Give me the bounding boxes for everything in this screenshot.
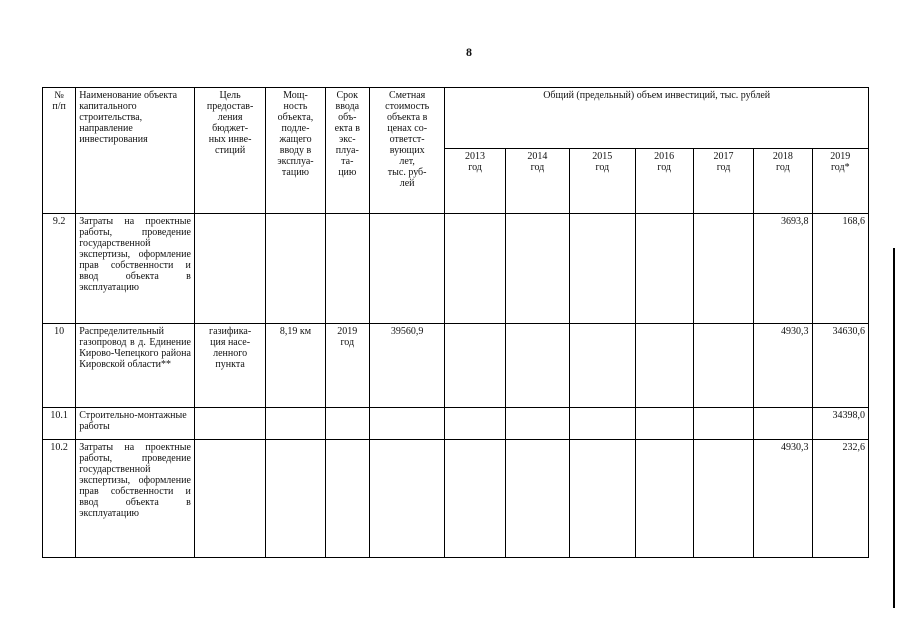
- row-name: Распределительный газопровод в д. Единение Кирово-Чепецкого района Кировской области**: [76, 324, 195, 408]
- row-value-2013: [445, 440, 505, 558]
- row-value-2016: [635, 408, 693, 440]
- row-value-2017: [693, 440, 753, 558]
- year-header-2019: 2019 год*: [812, 149, 868, 214]
- row-purpose: [194, 408, 265, 440]
- table-row: [43, 408, 869, 440]
- row-value-2015: [570, 214, 635, 324]
- row-purpose: газифика- ция насе- ленного пункта: [194, 324, 265, 408]
- row-term: [325, 214, 369, 324]
- row-value-2018: 4930,3: [754, 440, 812, 558]
- header-row: [43, 88, 869, 149]
- row-value-2013: [445, 408, 505, 440]
- row-value-2016: [635, 440, 693, 558]
- row-purpose: [194, 214, 265, 324]
- row-value-2013: [445, 324, 505, 408]
- row-value-2017: [693, 214, 753, 324]
- table-row: [43, 440, 869, 558]
- row-value-2016: [635, 324, 693, 408]
- row-purpose: [194, 440, 265, 558]
- row-value-2018: 4930,3: [754, 324, 812, 408]
- row-value-2014: [505, 324, 569, 408]
- row-number: 10.1: [43, 408, 76, 440]
- row-capacity: [266, 440, 325, 558]
- year-header-2015: 2015 год: [570, 149, 635, 214]
- row-value-2018: [754, 408, 812, 440]
- row-value-2018: 3693,8: [754, 214, 812, 324]
- row-name: Затраты на проектные работы, проведение государственной экспертизы, оформление прав собственности и ввод объекта в эксплуатацию: [76, 440, 195, 558]
- table-row: [43, 214, 869, 324]
- year-header-2013: 2013 год: [445, 149, 505, 214]
- col-header-purpose: Цель предостав- ления бюджет- ных инве- стиций: [194, 88, 265, 214]
- year-header-2017: 2017 год: [693, 149, 753, 214]
- table-row: [43, 324, 869, 408]
- row-value-2017: [693, 408, 753, 440]
- row-term: 2019 год: [325, 324, 369, 408]
- row-value-2019: 34630,6: [812, 324, 868, 408]
- row-capacity: [266, 408, 325, 440]
- row-term: [325, 408, 369, 440]
- row-value-2019: 232,6: [812, 440, 868, 558]
- margin-rule: [893, 248, 895, 608]
- row-name: Затраты на проектные работы, проведение государственной экспертизы, оформление прав собственности и ввод объекта в эксплуатацию: [76, 214, 195, 324]
- row-value-2014: [505, 214, 569, 324]
- row-value-2019: 168,6: [812, 214, 868, 324]
- row-cost: [369, 440, 444, 558]
- row-name: Строительно-монтажные работы: [76, 408, 195, 440]
- page-number: 8: [466, 45, 472, 59]
- year-header-2018: 2018 год: [754, 149, 812, 214]
- row-cost: [369, 214, 444, 324]
- row-number: 9.2: [43, 214, 76, 324]
- row-value-2014: [505, 440, 569, 558]
- row-value-2016: [635, 214, 693, 324]
- row-value-2014: [505, 408, 569, 440]
- year-header-2016: 2016 год: [635, 149, 693, 214]
- row-capacity: [266, 214, 325, 324]
- row-number: 10: [43, 324, 76, 408]
- col-header-name: Наименование объекта капитального строительства, направление инвестирования: [76, 88, 195, 214]
- row-value-2015: [570, 324, 635, 408]
- col-header-term: Срок ввода объ- екта в экс- плуа- та- цию: [325, 88, 369, 214]
- row-value-2015: [570, 440, 635, 558]
- row-cost: 39560,9: [369, 324, 444, 408]
- col-header-total: Общий (предельный) объем инвестиций, тыс. рублей: [445, 88, 869, 149]
- col-header-no: № п/п: [43, 88, 76, 214]
- row-value-2015: [570, 408, 635, 440]
- row-number: 10.2: [43, 440, 76, 558]
- investment-table: [42, 87, 869, 558]
- row-term: [325, 440, 369, 558]
- year-header-2014: 2014 год: [505, 149, 569, 214]
- row-value-2017: [693, 324, 753, 408]
- row-value-2019: 34398,0: [812, 408, 868, 440]
- col-header-capacity: Мощ- ность объекта, подле- жащего вводу в эксплуа- тацию: [266, 88, 325, 214]
- row-cost: [369, 408, 444, 440]
- row-capacity: 8,19 км: [266, 324, 325, 408]
- row-value-2013: [445, 214, 505, 324]
- col-header-cost: Сметная стоимость объекта в ценах со- ответст- вующих лет, тыс. руб- лей: [369, 88, 444, 214]
